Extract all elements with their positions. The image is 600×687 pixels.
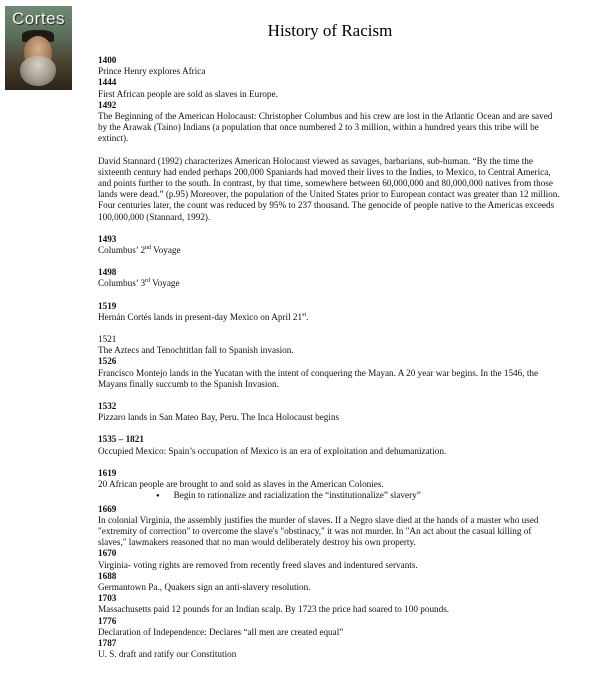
entry-1787 xyxy=(98,638,560,660)
entry-1688 xyxy=(98,571,560,593)
entry-1619 xyxy=(98,468,560,504)
entry-1776 xyxy=(98,616,560,638)
entry-year: 1669 xyxy=(98,503,117,514)
entry-1493 xyxy=(98,234,560,256)
entry-1444 xyxy=(98,77,560,99)
entry-year: 1444 xyxy=(98,77,117,88)
entry-year: 1519 xyxy=(98,300,117,311)
cortes-logo xyxy=(5,6,72,90)
entry-year: 1619 xyxy=(98,467,117,478)
entry-1532 xyxy=(98,401,560,423)
entry-year: 1526 xyxy=(98,356,117,367)
entry-text: The Aztecs and Tenochtitlan fall to Spanish invasion. xyxy=(98,345,294,356)
entry-1535-1821 xyxy=(98,434,560,456)
entry-year: 1400 xyxy=(98,55,117,65)
entry-text: Columbus’ 2nd Voyage xyxy=(98,244,181,256)
entry-text: Declaration of Independence: Declares “all men are created equal” xyxy=(98,626,344,637)
entry-text: U. S. draft and ratify our Constitution xyxy=(98,649,237,660)
entry-1498 xyxy=(98,267,560,289)
entry-text: First African people are sold as slaves in Europe. xyxy=(98,88,278,99)
entry-year: 1493 xyxy=(98,233,117,244)
entry-year: 1670 xyxy=(98,548,117,559)
entry-year: 1703 xyxy=(98,593,117,604)
logo-text: Cortes xyxy=(11,9,66,28)
entry-text: Massachusetts paid 12 pounds for an Indian scalp. By 1723 the price had soared to 100 pounds. xyxy=(98,604,450,615)
entry-text: Occupied Mexico: Spain’s occupation of Mexico is an era of exploitation and dehumanization. xyxy=(98,445,447,456)
entry-text: Prince Henry explores Africa xyxy=(98,66,206,77)
entry-year: 1688 xyxy=(98,570,117,581)
page-title: History of Racism xyxy=(267,21,393,40)
entry-text: Pizzaro lands in San Mateo Bay, Peru. The Inca Holocaust begins xyxy=(98,412,340,423)
entry-year: 1498 xyxy=(98,267,117,278)
entry-1669 xyxy=(98,504,560,549)
entry-text: Germantown Pa., Quakers sign an anti-slavery resolution. xyxy=(98,581,311,592)
entry-year: 1492 xyxy=(98,99,117,110)
entry-1519 xyxy=(98,301,560,323)
entry-text: 20 African people are brought to and sold as slaves in the American Colonies. xyxy=(98,479,384,490)
entry-1526 xyxy=(98,356,560,390)
entry-text: In colonial Virginia, the assembly justifies the murder of slaves. If a Negro slave died at the hands of a master who used "extremity of correction" to overcome the slave's "obstinacy," it was not murder. In "An act about the casual killing of slaves," lawmakers reasoned that no man would deliberately destroy his own property. xyxy=(98,514,539,548)
entry-bullet: ● Begin to rationalize and racialization the “institutionalize” slavery” xyxy=(156,490,560,503)
entry-1492 xyxy=(98,100,560,223)
entry-1400 xyxy=(98,55,560,77)
entry-year: 1535 – 1821 xyxy=(98,434,144,445)
entry-1703 xyxy=(98,593,560,615)
entry-text: The Beginning of the American Holocaust: Christopher Columbus and his crew are lost in the Atlantic Ocean and are saved by the Arawak (Taino) Indians (a population that once numbered 2 to 3 million, within a hundred years this tribe will be extinct). xyxy=(98,111,553,144)
entry-year: 1521 xyxy=(98,334,117,345)
entry-text: Francisco Montejo lands in the Yucatan with the intent of conquering the Mayan. A 20 year war begins. In the 1546, the Mayans finally succumb to the Spanish Invasion. xyxy=(98,367,539,389)
entry-1670 xyxy=(98,548,560,570)
entry-text: Columbus’ 3rd Voyage xyxy=(98,278,180,289)
entry-year: 1787 xyxy=(98,637,117,648)
timeline xyxy=(98,55,560,660)
entry-text: Hernán Cortés lands in present-day Mexico on April 21st. xyxy=(98,311,309,322)
entry-year: 1776 xyxy=(98,615,117,626)
entry-1521 xyxy=(98,334,560,356)
entry-text: Virginia- voting rights are removed from recently freed slaves and indentured servants. xyxy=(98,559,418,570)
logo-portrait-beard xyxy=(20,56,56,86)
entry-year: 1532 xyxy=(98,401,117,412)
entry-text-stannard: David Stannard (1992) characterizes American Holocaust viewed as savages, barbarians, sub-human. “By the time the sixteenth century had ended perhaps 200,000 Spaniards had moved their lives to the Indies, to Mexico, to Central America, and points further to the south. In contrast, by that time, somewhere between 60,000,000 and 80,000,000 natives from those lands were dead.” (p.95) Moreover, the population of the United States prior to European contact was greater than 12 million. Four centuries later, the count was reduced by 95% to 237 thousand. The genocide of people native to the Americas exceeds 100,000,000 (Stannard, 1992). xyxy=(98,155,560,222)
